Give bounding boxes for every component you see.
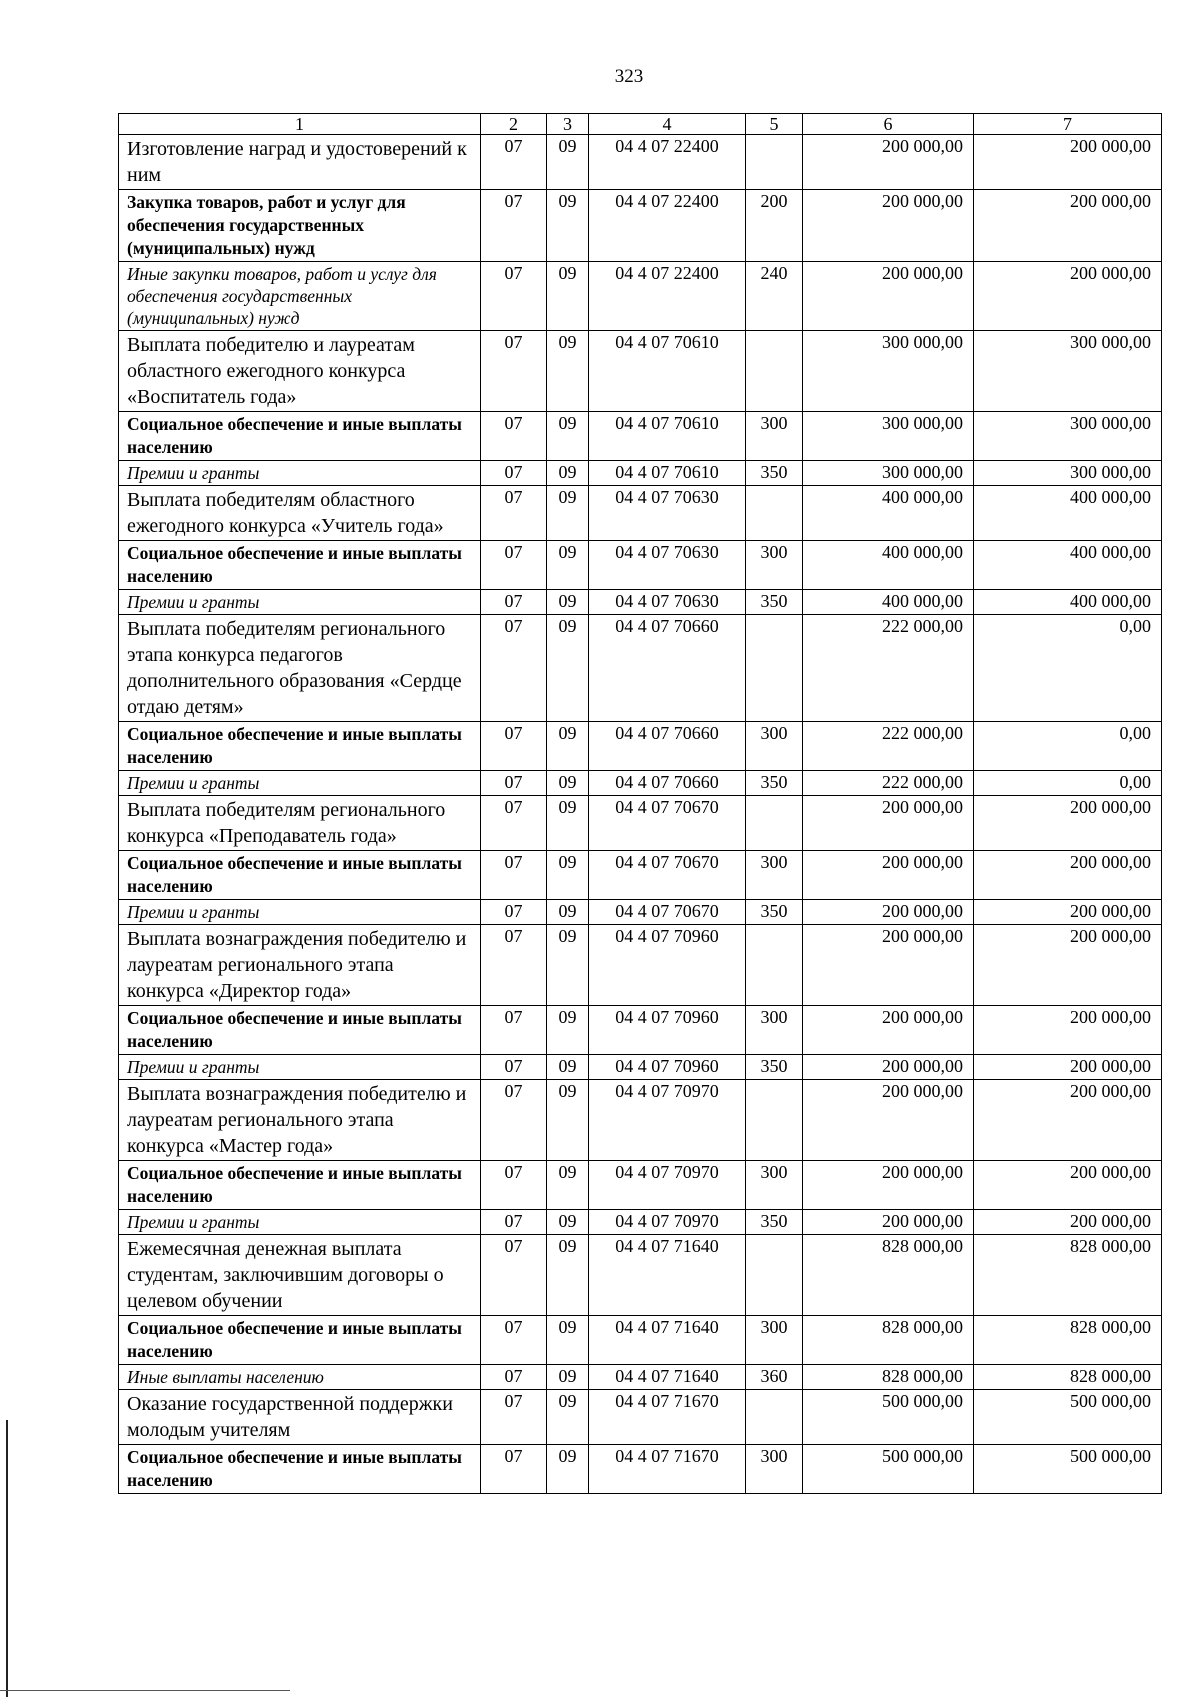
target-article-cell: 04 4 07 71640 [589,1235,746,1316]
target-article-cell: 04 4 07 70630 [589,590,746,615]
row-name-cell: Премии и гранты [119,900,481,925]
expense-type-cell: 240 [746,262,803,331]
subsection-code-cell: 09 [547,590,589,615]
subsection-code-cell: 09 [547,461,589,486]
row-name-cell: Выплата победителям регионального конкурса «Преподаватель года» [119,796,481,851]
section-code-cell: 07 [481,135,547,190]
subsection-code-cell: 09 [547,771,589,796]
target-article-cell: 04 4 07 70670 [589,851,746,900]
table-row [119,461,1162,486]
row-name-cell: Иные выплаты населению [119,1365,481,1390]
amount-col6-cell: 200 000,00 [803,1055,974,1080]
table-row [119,135,1162,190]
amount-col6-cell: 200 000,00 [803,925,974,1006]
expense-type-cell: 300 [746,412,803,461]
table-row [119,796,1162,851]
amount-col7-cell: 828 000,00 [974,1365,1162,1390]
section-code-cell: 07 [481,262,547,331]
amount-col7-cell: 200 000,00 [974,1006,1162,1055]
section-code-cell: 07 [481,190,547,262]
amount-col6-cell: 300 000,00 [803,412,974,461]
row-name-cell: Выплата вознаграждения победителю и лауреатам регионального этапа конкурса «Директор года» [119,925,481,1006]
amount-col6-cell: 400 000,00 [803,541,974,590]
target-article-cell: 04 4 07 70960 [589,1055,746,1080]
header-cell: 5 [746,114,803,135]
subsection-code-cell: 09 [547,262,589,331]
section-code-cell: 07 [481,486,547,541]
table-row [119,1390,1162,1445]
expense-type-cell [746,925,803,1006]
subsection-code-cell: 09 [547,925,589,1006]
subsection-code-cell: 09 [547,1080,589,1161]
row-name-cell: Выплата вознаграждения победителю и лауреатам регионального этапа конкурса «Мастер года» [119,1080,481,1161]
amount-col7-cell: 0,00 [974,771,1162,796]
header-cell: 7 [974,114,1162,135]
subsection-code-cell: 09 [547,1161,589,1210]
table-row [119,331,1162,412]
amount-col7-cell: 0,00 [974,615,1162,722]
amount-col6-cell: 828 000,00 [803,1235,974,1316]
header-cell: 4 [589,114,746,135]
amount-col7-cell: 200 000,00 [974,1210,1162,1235]
amount-col6-cell: 200 000,00 [803,851,974,900]
section-code-cell: 07 [481,1365,547,1390]
target-article-cell: 04 4 07 70670 [589,900,746,925]
amount-col7-cell: 200 000,00 [974,135,1162,190]
row-name-cell: Социальное обеспечение и иные выплаты населению [119,412,481,461]
section-code-cell: 07 [481,1390,547,1445]
page-number: 323 [614,66,644,87]
target-article-cell: 04 4 07 71670 [589,1445,746,1494]
expense-type-cell: 300 [746,541,803,590]
scan-margin-line [6,1420,8,1697]
section-code-cell: 07 [481,851,547,900]
target-article-cell: 04 4 07 70970 [589,1210,746,1235]
amount-col7-cell: 200 000,00 [974,796,1162,851]
row-name-cell: Социальное обеспечение и иные выплаты населению [119,541,481,590]
amount-col7-cell: 500 000,00 [974,1445,1162,1494]
expense-type-cell [746,331,803,412]
expense-type-cell [746,135,803,190]
table-row [119,615,1162,722]
header-cell: 1 [119,114,481,135]
expense-type-cell: 300 [746,1445,803,1494]
table-row [119,262,1162,331]
amount-col6-cell: 222 000,00 [803,771,974,796]
subsection-code-cell: 09 [547,541,589,590]
section-code-cell: 07 [481,771,547,796]
amount-col7-cell: 200 000,00 [974,1080,1162,1161]
amount-col6-cell: 400 000,00 [803,590,974,615]
target-article-cell: 04 4 07 22400 [589,190,746,262]
amount-col6-cell: 200 000,00 [803,1161,974,1210]
header-row [119,114,1162,135]
section-code-cell: 07 [481,1161,547,1210]
section-code-cell: 07 [481,412,547,461]
subsection-code-cell: 09 [547,331,589,412]
row-name-cell: Социальное обеспечение и иные выплаты населению [119,1316,481,1365]
table-row [119,1210,1162,1235]
row-name-cell: Премии и гранты [119,1210,481,1235]
subsection-code-cell: 09 [547,1055,589,1080]
target-article-cell: 04 4 07 22400 [589,135,746,190]
section-code-cell: 07 [481,722,547,771]
expense-type-cell: 350 [746,771,803,796]
table-row [119,1006,1162,1055]
section-code-cell: 07 [481,796,547,851]
target-article-cell: 04 4 07 70630 [589,541,746,590]
amount-col7-cell: 200 000,00 [974,925,1162,1006]
subsection-code-cell: 09 [547,486,589,541]
amount-col6-cell: 200 000,00 [803,1210,974,1235]
amount-col7-cell: 200 000,00 [974,1055,1162,1080]
expense-type-cell [746,1390,803,1445]
row-name-cell: Социальное обеспечение и иные выплаты населению [119,1161,481,1210]
table-row [119,412,1162,461]
expense-type-cell [746,486,803,541]
subsection-code-cell: 09 [547,1210,589,1235]
amount-col6-cell: 200 000,00 [803,1006,974,1055]
expense-type-cell: 360 [746,1365,803,1390]
table-row [119,1445,1162,1494]
amount-col6-cell: 500 000,00 [803,1390,974,1445]
section-code-cell: 07 [481,461,547,486]
expense-type-cell: 350 [746,1055,803,1080]
subsection-code-cell: 09 [547,412,589,461]
subsection-code-cell: 09 [547,190,589,262]
subsection-code-cell: 09 [547,796,589,851]
amount-col7-cell: 828 000,00 [974,1316,1162,1365]
target-article-cell: 04 4 07 71640 [589,1316,746,1365]
scan-bottom-rule [0,1690,290,1691]
amount-col6-cell: 200 000,00 [803,135,974,190]
expense-type-cell [746,1080,803,1161]
row-name-cell: Премии и гранты [119,771,481,796]
header-cell: 3 [547,114,589,135]
amount-col6-cell: 828 000,00 [803,1316,974,1365]
section-code-cell: 07 [481,1210,547,1235]
amount-col6-cell: 222 000,00 [803,615,974,722]
table-row [119,486,1162,541]
table-row [119,900,1162,925]
amount-col6-cell: 200 000,00 [803,900,974,925]
subsection-code-cell: 09 [547,1006,589,1055]
subsection-code-cell: 09 [547,1445,589,1494]
target-article-cell: 04 4 07 70970 [589,1080,746,1161]
target-article-cell: 04 4 07 70610 [589,461,746,486]
amount-col7-cell: 0,00 [974,722,1162,771]
amount-col7-cell: 300 000,00 [974,412,1162,461]
section-code-cell: 07 [481,1006,547,1055]
row-name-cell: Премии и гранты [119,1055,481,1080]
section-code-cell: 07 [481,1235,547,1316]
amount-col6-cell: 500 000,00 [803,1445,974,1494]
amount-col7-cell: 200 000,00 [974,190,1162,262]
target-article-cell: 04 4 07 70970 [589,1161,746,1210]
subsection-code-cell: 09 [547,1365,589,1390]
section-code-cell: 07 [481,1316,547,1365]
subsection-code-cell: 09 [547,1235,589,1316]
expense-type-cell: 300 [746,851,803,900]
amount-col7-cell: 300 000,00 [974,331,1162,412]
subsection-code-cell: 09 [547,615,589,722]
row-name-cell: Выплата победителям областного ежегодного конкурса «Учитель года» [119,486,481,541]
table-row [119,1055,1162,1080]
table-row [119,190,1162,262]
amount-col6-cell: 300 000,00 [803,461,974,486]
row-name-cell: Социальное обеспечение и иные выплаты населению [119,851,481,900]
table-row [119,1161,1162,1210]
section-code-cell: 07 [481,925,547,1006]
amount-col7-cell: 200 000,00 [974,900,1162,925]
amount-col6-cell: 200 000,00 [803,796,974,851]
section-code-cell: 07 [481,541,547,590]
amount-col7-cell: 300 000,00 [974,461,1162,486]
row-name-cell: Оказание государственной поддержки молодым учителям [119,1390,481,1445]
subsection-code-cell: 09 [547,900,589,925]
section-code-cell: 07 [481,590,547,615]
target-article-cell: 04 4 07 70670 [589,796,746,851]
amount-col6-cell: 828 000,00 [803,1365,974,1390]
section-code-cell: 07 [481,331,547,412]
expense-type-cell: 300 [746,1006,803,1055]
amount-col6-cell: 200 000,00 [803,262,974,331]
target-article-cell: 04 4 07 70610 [589,412,746,461]
row-name-cell: Выплата победителям регионального этапа конкурса педагогов дополнительного образования «Сердце отдаю детям» [119,615,481,722]
section-code-cell: 07 [481,1445,547,1494]
expense-type-cell: 350 [746,461,803,486]
expense-type-cell: 300 [746,722,803,771]
amount-col7-cell: 200 000,00 [974,262,1162,331]
target-article-cell: 04 4 07 22400 [589,262,746,331]
row-name-cell: Иные закупки товаров, работ и услуг для обеспечения государственных (муниципальных) нужд [119,262,481,331]
table-row [119,541,1162,590]
section-code-cell: 07 [481,1080,547,1161]
expense-type-cell [746,796,803,851]
amount-col6-cell: 222 000,00 [803,722,974,771]
table-row [119,1365,1162,1390]
expense-type-cell: 200 [746,190,803,262]
row-name-cell: Премии и гранты [119,590,481,615]
amount-col6-cell: 300 000,00 [803,331,974,412]
amount-col7-cell: 400 000,00 [974,590,1162,615]
table-row [119,771,1162,796]
expense-type-cell: 350 [746,1210,803,1235]
table-row [119,722,1162,771]
header-cell: 6 [803,114,974,135]
subsection-code-cell: 09 [547,1390,589,1445]
expense-type-cell: 300 [746,1161,803,1210]
subsection-code-cell: 09 [547,722,589,771]
row-name-cell: Премии и гранты [119,461,481,486]
row-name-cell: Выплата победителю и лауреатам областного ежегодного конкурса «Воспитатель года» [119,331,481,412]
amount-col7-cell: 200 000,00 [974,1161,1162,1210]
section-code-cell: 07 [481,615,547,722]
target-article-cell: 04 4 07 71640 [589,1365,746,1390]
expense-type-cell [746,1235,803,1316]
expense-type-cell: 350 [746,590,803,615]
section-code-cell: 07 [481,900,547,925]
header-cell: 2 [481,114,547,135]
target-article-cell: 04 4 07 70660 [589,722,746,771]
amount-col7-cell: 828 000,00 [974,1235,1162,1316]
row-name-cell: Социальное обеспечение и иные выплаты населению [119,722,481,771]
amount-col6-cell: 400 000,00 [803,486,974,541]
target-article-cell: 04 4 07 70660 [589,615,746,722]
subsection-code-cell: 09 [547,135,589,190]
budget-table [118,113,1162,1494]
target-article-cell: 04 4 07 70660 [589,771,746,796]
table-row [119,1316,1162,1365]
subsection-code-cell: 09 [547,851,589,900]
amount-col7-cell: 400 000,00 [974,486,1162,541]
row-name-cell: Изготовление наград и удостоверений к ним [119,135,481,190]
amount-col7-cell: 200 000,00 [974,851,1162,900]
target-article-cell: 04 4 07 71670 [589,1390,746,1445]
target-article-cell: 04 4 07 70630 [589,486,746,541]
target-article-cell: 04 4 07 70960 [589,1006,746,1055]
table-row [119,1235,1162,1316]
amount-col6-cell: 200 000,00 [803,190,974,262]
target-article-cell: 04 4 07 70610 [589,331,746,412]
expense-type-cell [746,615,803,722]
row-name-cell: Социальное обеспечение и иные выплаты населению [119,1445,481,1494]
target-article-cell: 04 4 07 70960 [589,925,746,1006]
table-row [119,1080,1162,1161]
section-code-cell: 07 [481,1055,547,1080]
amount-col7-cell: 500 000,00 [974,1390,1162,1445]
table-row [119,851,1162,900]
row-name-cell: Закупка товаров, работ и услуг для обеспечения государственных (муниципальных) нужд [119,190,481,262]
amount-col7-cell: 400 000,00 [974,541,1162,590]
row-name-cell: Ежемесячная денежная выплата студентам, заключившим договоры о целевом обучении [119,1235,481,1316]
expense-type-cell: 350 [746,900,803,925]
table-row [119,590,1162,615]
table-row [119,925,1162,1006]
amount-col6-cell: 200 000,00 [803,1080,974,1161]
row-name-cell: Социальное обеспечение и иные выплаты населению [119,1006,481,1055]
expense-type-cell: 300 [746,1316,803,1365]
subsection-code-cell: 09 [547,1316,589,1365]
